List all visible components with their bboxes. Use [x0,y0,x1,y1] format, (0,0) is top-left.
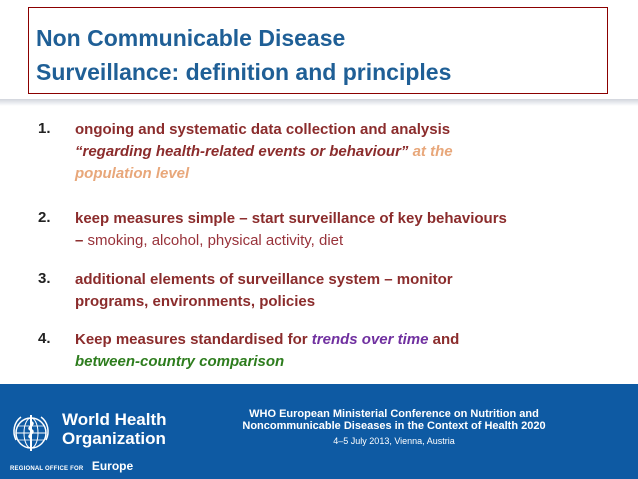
office-text: REGIONAL OFFICE FOR [10,466,84,472]
item-2-line-1: keep measures simple – start surveillance of key behaviours [75,210,507,227]
item-2-line-2 [75,231,343,251]
item-1-line-2 [75,142,453,162]
item-2-behaviours: smoking, alcohol, physical activity, diet [87,232,344,249]
item-1-line-3: population level [75,165,190,182]
item-3-line-1: additional elements of surveillance system – monitor [75,271,453,288]
org-name-line-1: World Health [62,410,167,429]
conference-info [224,408,564,446]
item-4-trends: trends over time [311,331,429,348]
region-name: Europe [91,459,134,473]
item-1-tail: at the [408,143,453,160]
footer-banner [0,384,638,479]
slide-title-line-2: Surveillance: definition and principles [36,59,452,85]
conference-date-location: 4–5 July 2013, Vienna, Austria [333,436,455,446]
item-3-line-2: programs, environments, policies [75,293,316,310]
slide-title-line-1: Non Communicable Disease [36,25,346,51]
conference-title-line-2: Noncommunicable Diseases in the Context of Health 2020 [242,420,546,432]
conference-title-line-1: WHO European Ministerial Conference on Nutrition and [249,408,539,420]
item-2-dash: – [75,232,88,249]
item-1-quote: “regarding health-related events or behaviour” [75,143,409,160]
item-number: 4. [38,330,51,347]
who-emblem-icon [8,410,54,456]
item-4-line-2: between-country comparison [75,353,285,370]
item-number: 2. [38,209,51,226]
item-4-line-1 [75,330,459,350]
regional-office-label [10,457,133,475]
org-name-line-2: Organization [62,429,166,448]
item-number: 3. [38,270,51,287]
title-divider [0,99,638,106]
item-4-text-c: and [428,331,460,348]
item-1-line-1: ongoing and systematic data collection and analysis [75,121,451,138]
item-4-text-a: Keep measures standardised for [75,331,312,348]
slide-title-box [28,7,608,94]
item-number: 1. [38,120,51,137]
